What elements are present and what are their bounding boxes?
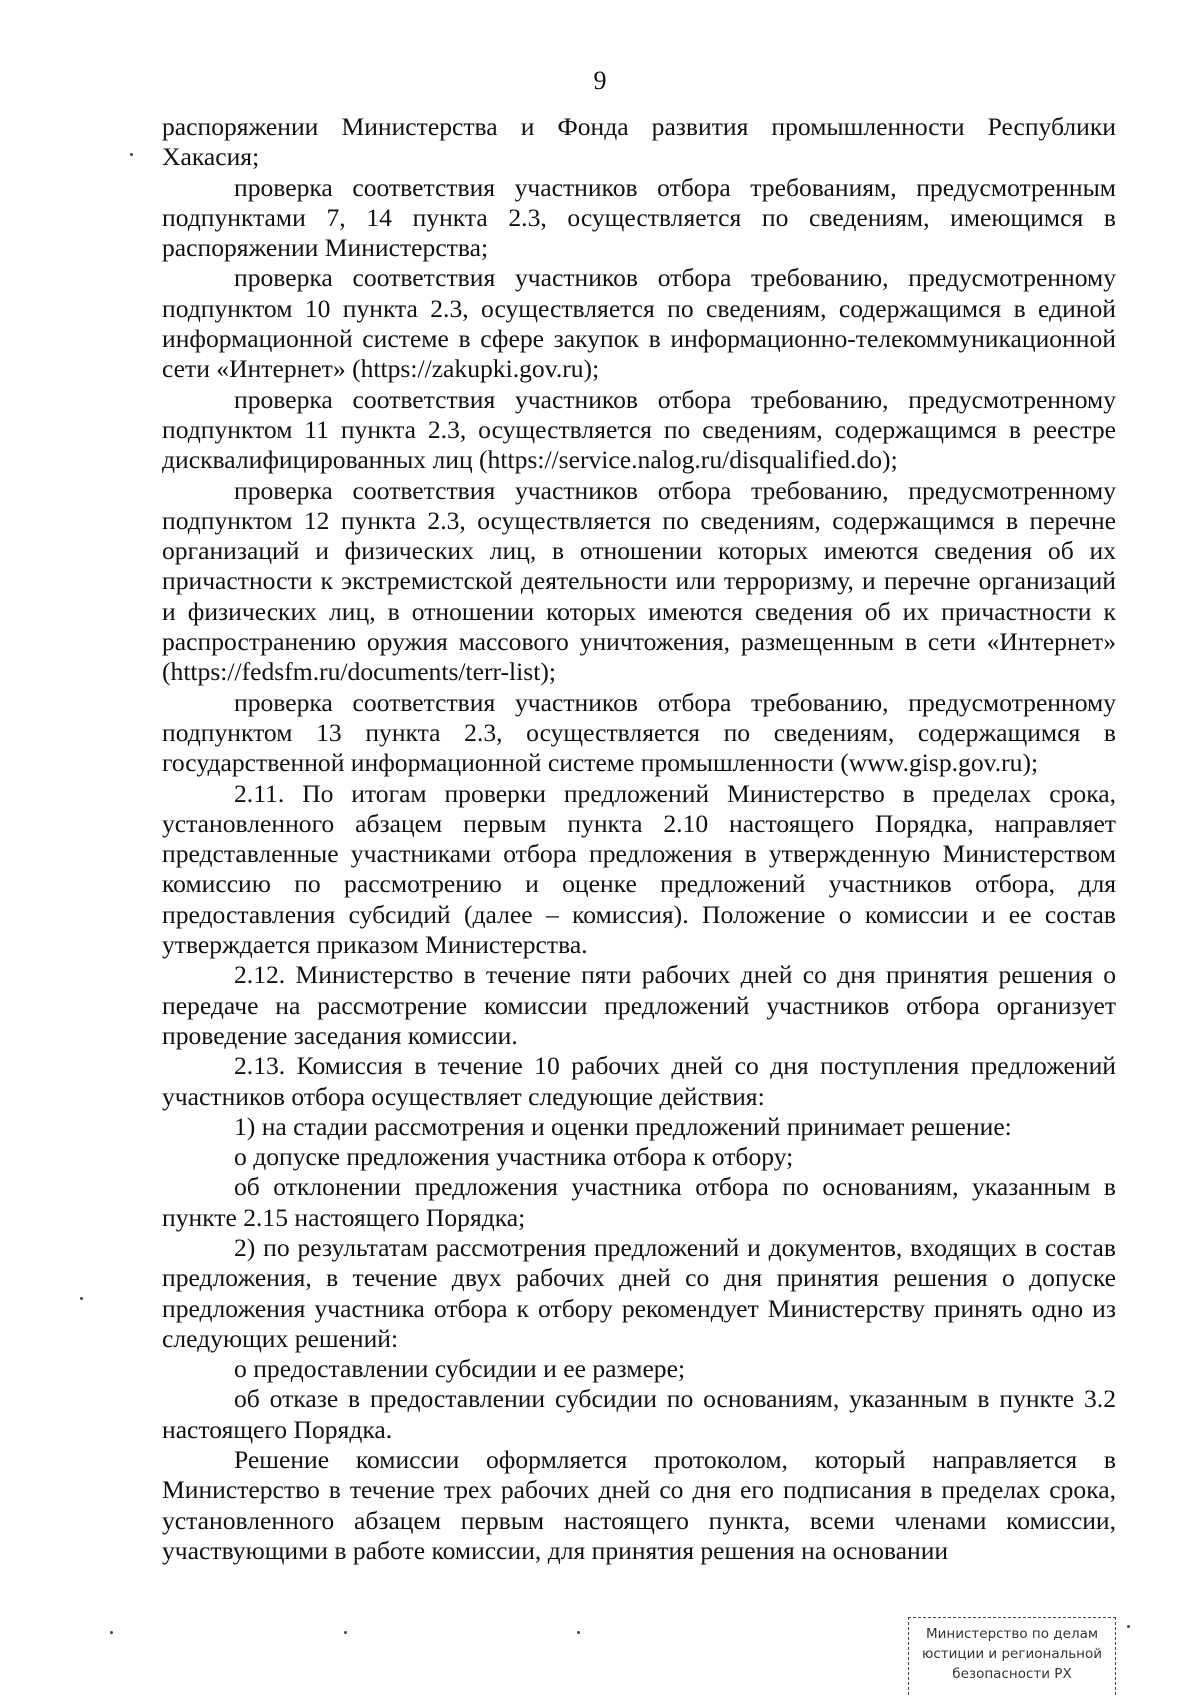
- stamp-line: Министерство по делам: [925, 1626, 1099, 1642]
- list-item: 2) по результатам рассмотрения предложений и документов, входящих в состав предложения, в течение двух рабочих дней со дня принятия решения о допуске предложения участника отбора к отбору рекомендует Министерству принять одно из следующих решений:: [162, 1232, 1116, 1353]
- scan-speck: [80, 1297, 83, 1300]
- scan-speck: [130, 153, 133, 156]
- list-item: об отказе в предоставлении субсидии по основаниям, указанным в пункте 3.2 настоящего Порядка.: [162, 1384, 1116, 1444]
- scan-speck: [344, 1631, 347, 1634]
- scan-speck: [577, 1631, 580, 1634]
- paragraph: проверка соответствия участников отбора требованиям, предусмотренным подпунктами 7, 14 пункта 2.3, осуществляется по сведениям, имеющимся в распоряжении Министерства;: [162, 172, 1116, 263]
- stamp-line: безопасности РХ: [952, 1666, 1072, 1682]
- paragraph: Решение комиссии оформляется протоколом, который направляется в Министерство в течение трех рабочих дней со дня его подписания в пределах срока, установленного абзацем первым настоящего пункта, всеми членами комиссии, участвующими в работе комиссии, для принятия решения на основании: [162, 1445, 1116, 1565]
- paragraph-2-13: 2.13. Комиссия в течение 10 рабочих дней со дня поступления предложений участников отбора осуществляет следующие действия:: [162, 1051, 1116, 1111]
- paragraph: проверка соответствия участников отбора требованию, предусмотренному подпунктом 10 пункта 2.3, осуществляется по сведениям, содержащимся в единой информационной системе в сфере закупок в информационно-телекоммуникационной сети «Интернет» (https://zakupki.gov.ru);: [162, 263, 1116, 384]
- scan-speck: [110, 1631, 113, 1634]
- registration-stamp: [908, 1617, 1116, 1695]
- list-item: 1) на стадии рассмотрения и оценки предложений принимает решение:: [234, 1111, 1012, 1141]
- paragraph-2-12: 2.12. Министерство в течение пяти рабочих дней со дня принятия решения о передаче на рассмотрение комиссии предложений участников отбора организует проведение заседания комиссии.: [162, 960, 1116, 1050]
- page-number: 9: [593, 66, 607, 95]
- document-body: [162, 112, 1116, 1566]
- paragraph-continuation: распоряжении Министерства и Фонда развития промышленности Республики Хакасия;: [162, 112, 1116, 172]
- paragraph: проверка соответствия участников отбора требованию, предусмотренному подпунктом 13 пункта 2.3, осуществляется по сведениям, содержащимся в государственной информационной системе промышленности (www.gisp.gov.ru);: [162, 687, 1116, 778]
- paragraph: проверка соответствия участников отбора требованию, предусмотренному подпунктом 12 пункта 2.3, осуществляется по сведениям, содержащимся в перечне организаций и физических лиц, в отношении которых имеются сведения об их причастности к экстремистской деятельности или терроризму, и перечне организаций и физических лиц, в отношении которых имеются сведения об их причастности к распространению оружия массового уничтожения, размещенным в сети «Интернет» (https://fedsfm.ru/documents/terr-list);: [162, 475, 1116, 687]
- scan-speck: [1127, 1625, 1130, 1628]
- list-item: о допуске предложения участника отбора к отбору;: [234, 1142, 794, 1172]
- paragraph: проверка соответствия участников отбора требованию, предусмотренному подпунктом 11 пункта 2.3, осуществляется по сведениям, содержащимся в реестре дисквалифицированных лиц (https://service.nalog.ru/disqualified.do);: [162, 384, 1116, 475]
- paragraph-2-11: 2.11. По итогам проверки предложений Министерство в пределах срока, установленного абзацем первым пункта 2.10 настоящего Порядка, направляет представленные участниками отбора предложения в утвержденную Министерством комиссию по рассмотрению и оценке предложений участников отбора, для предоставления субсидий (далее – комиссия). Положение о комиссии и ее состав утверждается приказом Министерства.: [162, 778, 1116, 960]
- stamp-line: юстиции и региональной: [921, 1646, 1103, 1662]
- list-item: о предоставлении субсидии и ее размере;: [234, 1354, 686, 1384]
- list-item: об отклонении предложения участника отбора по основаниям, указанным в пункте 2.15 настоящего Порядка;: [162, 1172, 1116, 1232]
